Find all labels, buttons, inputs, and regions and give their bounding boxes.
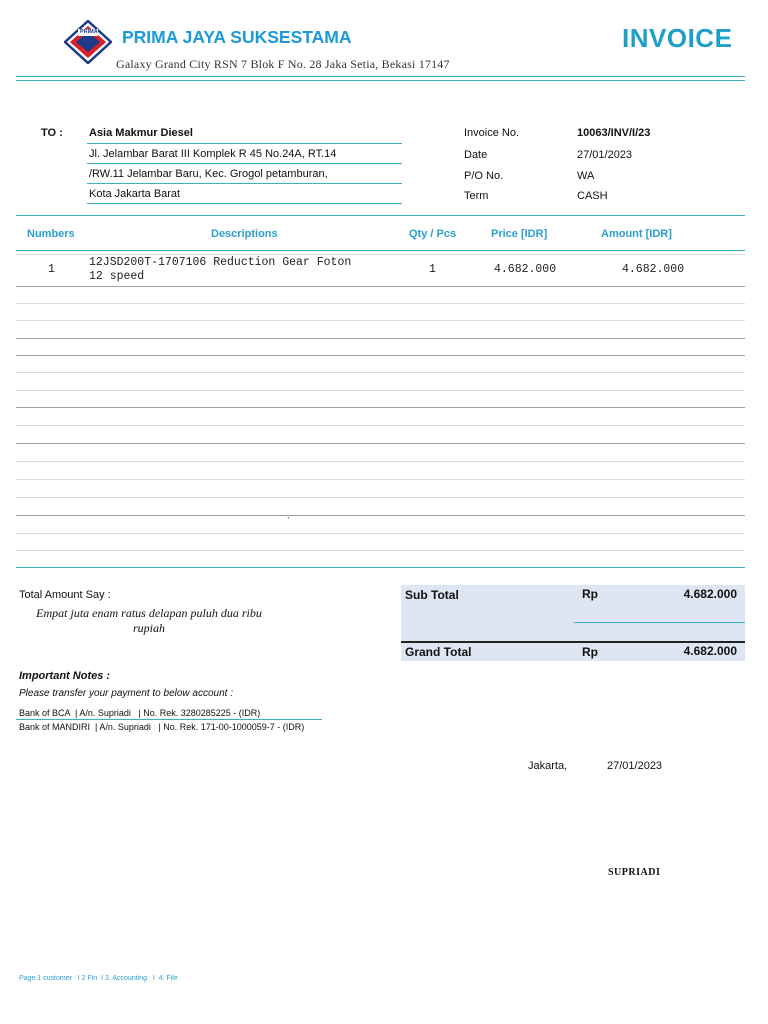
- header-divider-top: [16, 76, 745, 77]
- important-notes-title: Important Notes :: [19, 670, 111, 682]
- column-header-numbers: Numbers: [27, 228, 75, 240]
- total-amount-in-words: Empat juta enam ratus delapan puluh dua ribu rupiah: [36, 606, 262, 635]
- table-rule: [16, 338, 745, 339]
- row-number: 1: [48, 263, 55, 276]
- header-divider-bottom: [16, 80, 745, 81]
- stray-mark: `: [287, 516, 290, 526]
- column-header-amount: Amount [IDR]: [601, 228, 672, 240]
- bank-account-mandiri: Bank of MANDIRI | A/n. Supriadi | No. Rek. 171-00-1000059-7 - (IDR): [19, 722, 305, 732]
- table-rule: [16, 286, 745, 287]
- signature-city: Jakarta,: [528, 760, 568, 772]
- address-rule: [87, 143, 402, 144]
- customer-address-line-1: Jl. Jelambar Barat III Komplek R 45 No.24A, RT.14: [89, 148, 337, 160]
- sub-total-label: Sub Total: [405, 588, 459, 602]
- table-rule: [16, 425, 745, 426]
- important-notes-text: Please transfer your payment to below account :: [19, 688, 234, 699]
- logo-text: PRIMA: [80, 29, 98, 35]
- row-description-line-2: 12 speed: [89, 270, 145, 283]
- date-value: 27/01/2023: [577, 149, 633, 161]
- total-amount-say-label: Total Amount Say :: [19, 589, 111, 601]
- invoice-no-value: 10063/INV/I/23: [577, 127, 651, 139]
- table-rule: [16, 320, 745, 321]
- term-value: CASH: [577, 190, 608, 202]
- table-rule: [16, 479, 745, 480]
- sub-total-value: 4.682.000: [683, 587, 737, 601]
- grand-total-currency: Rp: [582, 645, 598, 659]
- table-bottom-rule: [16, 567, 745, 568]
- signature-date: 27/01/2023: [607, 760, 663, 772]
- bank-rule: [16, 719, 322, 720]
- row-price: 4.682.000: [494, 263, 557, 276]
- row-qty: 1: [429, 263, 436, 276]
- table-rule: [16, 443, 745, 444]
- signatory-name: SUPRIADI: [608, 867, 661, 878]
- table-rule: [16, 497, 745, 498]
- table-rule: [16, 515, 745, 516]
- company-address: Galaxy Grand City RSN 7 Blok F No. 28 Jaka Setia, Bekasi 17147: [116, 57, 450, 71]
- table-rule: [16, 355, 745, 356]
- grand-total-value: 4.682.000: [683, 644, 737, 658]
- term-label: Term: [464, 190, 489, 202]
- logo-diamond-icon: [64, 20, 112, 64]
- table-rule: [16, 461, 745, 462]
- sub-total-currency: Rp: [582, 587, 598, 601]
- column-header-qty: Qty / Pcs: [409, 228, 457, 240]
- customer-address-line-2: /RW.11 Jelambar Baru, Kec. Grogol petamburan,: [89, 168, 328, 180]
- po-no-value: WA: [577, 170, 595, 182]
- table-rule: [16, 372, 745, 373]
- customer-name: Asia Makmur Diesel: [89, 127, 193, 139]
- po-no-label: P/O No.: [464, 170, 504, 182]
- table-rule: [16, 303, 745, 304]
- bill-to-label: TO :: [41, 127, 63, 139]
- grand-total-rule: [401, 641, 745, 643]
- column-header-descriptions: Descriptions: [211, 228, 278, 240]
- table-rule: [16, 550, 745, 551]
- subtotal-underline: [574, 622, 745, 623]
- page-footer: Page 1 customer I 2 Fin I 3. Accounting I 4. File: [19, 975, 178, 982]
- table-rule: [16, 407, 745, 408]
- column-header-price: Price [IDR]: [491, 228, 548, 240]
- grand-total-label: Grand Total: [405, 645, 472, 659]
- row-amount: 4.682.000: [622, 263, 685, 276]
- address-rule: [87, 203, 402, 204]
- invoice-no-label: Invoice No.: [464, 127, 520, 139]
- table-header-bottom-rule: [16, 250, 745, 251]
- table-header-top-rule: [16, 215, 745, 216]
- customer-address-line-3: Kota Jakarta Barat: [89, 188, 181, 200]
- row-description-line-1: 12JSD200T-1707106 Reduction Gear Foton: [89, 256, 352, 269]
- table-header-bottom-rule-2: [16, 254, 745, 255]
- company-name: PRIMA JAYA SUKSESTAMA: [122, 27, 352, 47]
- table-rule: [16, 390, 745, 391]
- invoice-title: INVOICE: [622, 23, 733, 53]
- table-rule: [16, 533, 745, 534]
- date-label: Date: [464, 149, 488, 161]
- company-logo: [64, 20, 112, 64]
- address-rule: [87, 163, 402, 164]
- bank-account-bca: Bank of BCA | A/n. Supriadi | No. Rek. 3280285225 - (IDR): [19, 708, 261, 718]
- address-rule: [87, 183, 402, 184]
